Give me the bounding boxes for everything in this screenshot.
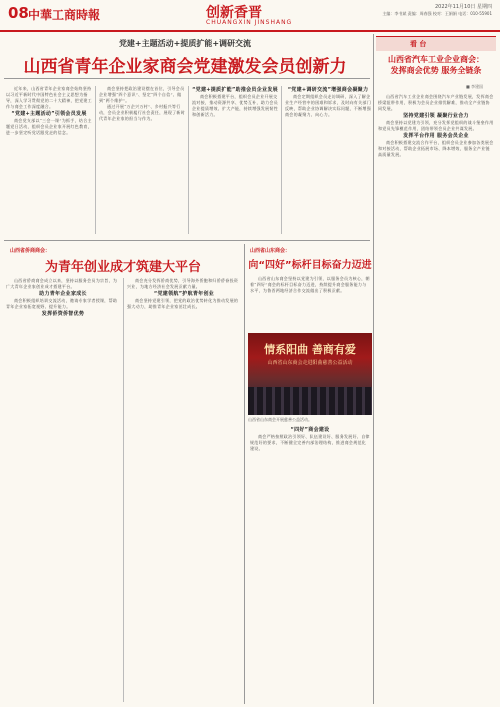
paragraph: 山西省汽车工业企业商会围绕汽车产业链发展，发挥商会桥梁纽带作用，积极为会员企业排忧解难，推动全产业链协同发展。 [378,94,494,111]
story-tag: 山西省山东商会： [250,248,291,254]
main-kicker: 党建+主题活动+提质扩能+调研交流 [118,39,252,48]
column-rule [188,86,189,234]
paragraph: 商会坚持党建引领，把党的政治优势转化为推动发展的强大动力，助推青年企业家茁壮成长。 [127,298,239,309]
subheading: 发挥侨资侨智优势 [41,311,85,317]
subheading: 坚持党建引领 凝聚行业合力 [403,113,469,119]
subheading: “四好”商会建设 [290,427,330,433]
subheading: 助力青年企业家成长 [39,291,87,297]
story-tag: 山西省侨商商会： [10,248,51,254]
issue-date: 2022年11月10日 星期四 [434,4,492,10]
paragraph: 山西省侨商商会成立以来，坚持以服务会员为宗旨，为广大青年企业家创业成才搭建平台。 [6,278,118,289]
column-rule [123,278,124,702]
paragraph: 山西省山东商会坚持以党建为引领，以服务会员为核心，朝着“四好”商会的标杆目标奋力迈进，持续提升商会服务能力与水平，为鲁晋两地经济合作交流做出了积极贡献。 [250,276,370,293]
sidebar-byline: ■ 李建国 [466,84,484,89]
left-column-2 [127,278,241,702]
main-column-3 [192,86,278,234]
sidebar-band-label: 看 台 [410,40,427,48]
main-column-4 [285,86,371,234]
photo-audience [248,387,372,415]
paragraph: 商会积极组织培训交流活动，邀请专家学者授课，帮助青年企业家拓宽视野、提升能力。 [6,298,118,309]
sidebar-title: 山西省汽车工业企业商会： 发挥商会优势 服务全链条 [388,55,484,75]
paragraph: 通过开展“万企兴万村”、乡村振兴等行动，会员企业积极履行社会责任，展现了新时代青年企业家的担当与作为。 [99,104,185,121]
paragraph: 商会充分发挥侨商优势，引导海外侨胞和归侨侨眷投资兴业，为地方经济社会发展贡献力量。 [127,278,239,289]
section-rule [244,244,245,704]
masthead [0,0,500,32]
sidebar-band [376,36,496,51]
subheading: “党建+主题活动”引领会员发展 [11,111,87,117]
center-column [250,426,370,702]
paragraph: 商会严格按照政治引领好、队伍建设好、服务发展好、自律规范好的要求，不断健全完善内部治理结构，推进商会规范化建设。 [250,434,370,451]
editor-credits: 主编：李书斌 责编：周春强 校对：王娟娟 电话：010-55901 [382,11,492,16]
sidebar [376,36,496,704]
paragraph: 商会定期组织会员走访调研，深入了解企业生产经营中的困难和诉求，及时向有关部门反映，帮助企业协调解决实际问题，不断增强商会的凝聚力、向心力。 [285,94,371,117]
page-number: 08 [8,4,29,22]
column-rule [281,86,282,234]
paragraph: 商会积极搭建平台，组织会员企业开展交流对接，推动资源共享、优势互补，助力会员企业提质增效、扩大产能，持续增强发展韧性和创新活力。 [192,94,278,117]
divider [4,78,370,79]
subheading: “党建+调研交流”增强商会凝聚力 [287,87,369,93]
subheading: 发挥平台作用 服务会员企业 [403,133,469,139]
main-column-2 [99,86,185,234]
left-column-1 [6,278,120,702]
paragraph: 商会党支部以“三会一课”为抓手，结合主题党日活动，组织会员企业家开展红色教育，进一步坚定听党话跟党走的信念。 [6,118,92,135]
sidebar-body [378,94,494,702]
section-subtitle: CHUANGXIN JINSHANG [206,19,293,26]
paragraph: 商会坚持以党建为引领，充分发挥党组织的战斗堡垒作用和党员先锋模范作用，团结带领会员企业共谋发展。 [378,120,494,131]
section-title: 创新香晋 [206,5,262,21]
photo-banner-text: 情系阳曲 善商有爱 [264,343,356,356]
column-rule [95,86,96,234]
center-intro [250,276,370,330]
left-story-headline: 为青年创业成才筑建大平台 [44,260,201,275]
event-photo [248,333,372,415]
newspaper-name: 中華工商時報 [28,8,101,22]
subheading: “党建领航”护航青年创业 [153,291,215,297]
sidebar-rule [373,34,374,704]
photo-banner-subtext: 山西省山东商会走进阳曲慈善公益活动 [267,360,353,366]
subheading: “党建+提质扩能”助推会员企业发展 [192,87,278,93]
center-story-headline: 向“四好”标杆目标奋力迈进 [248,260,372,271]
paragraph: 商会积极搭建交流合作平台，组织会员企业参加各类展会和对接活动，帮助企业拓展市场、降本增效，服务全产业链高质量发展。 [378,140,494,157]
divider [4,240,370,241]
photo-caption: 山西省山东商会开展慈善公益活动。 [248,417,312,422]
paragraph: 商会坚持把政治建设摆在首位，引导会员企业增强“四个意识”、坚定“四个自信”、做到“两个维护”。 [99,86,185,103]
main-column-1 [6,86,92,234]
main-headline: 山西省青年企业家商会党建激发会员创新力 [23,57,347,77]
paragraph: 近年来，山西省青年企业家商会始终坚持以习近平新时代中国特色社会主义思想为指导，深入学习贯彻党的二十大精神，把党建工作与商会工作深度融合。 [6,86,92,109]
